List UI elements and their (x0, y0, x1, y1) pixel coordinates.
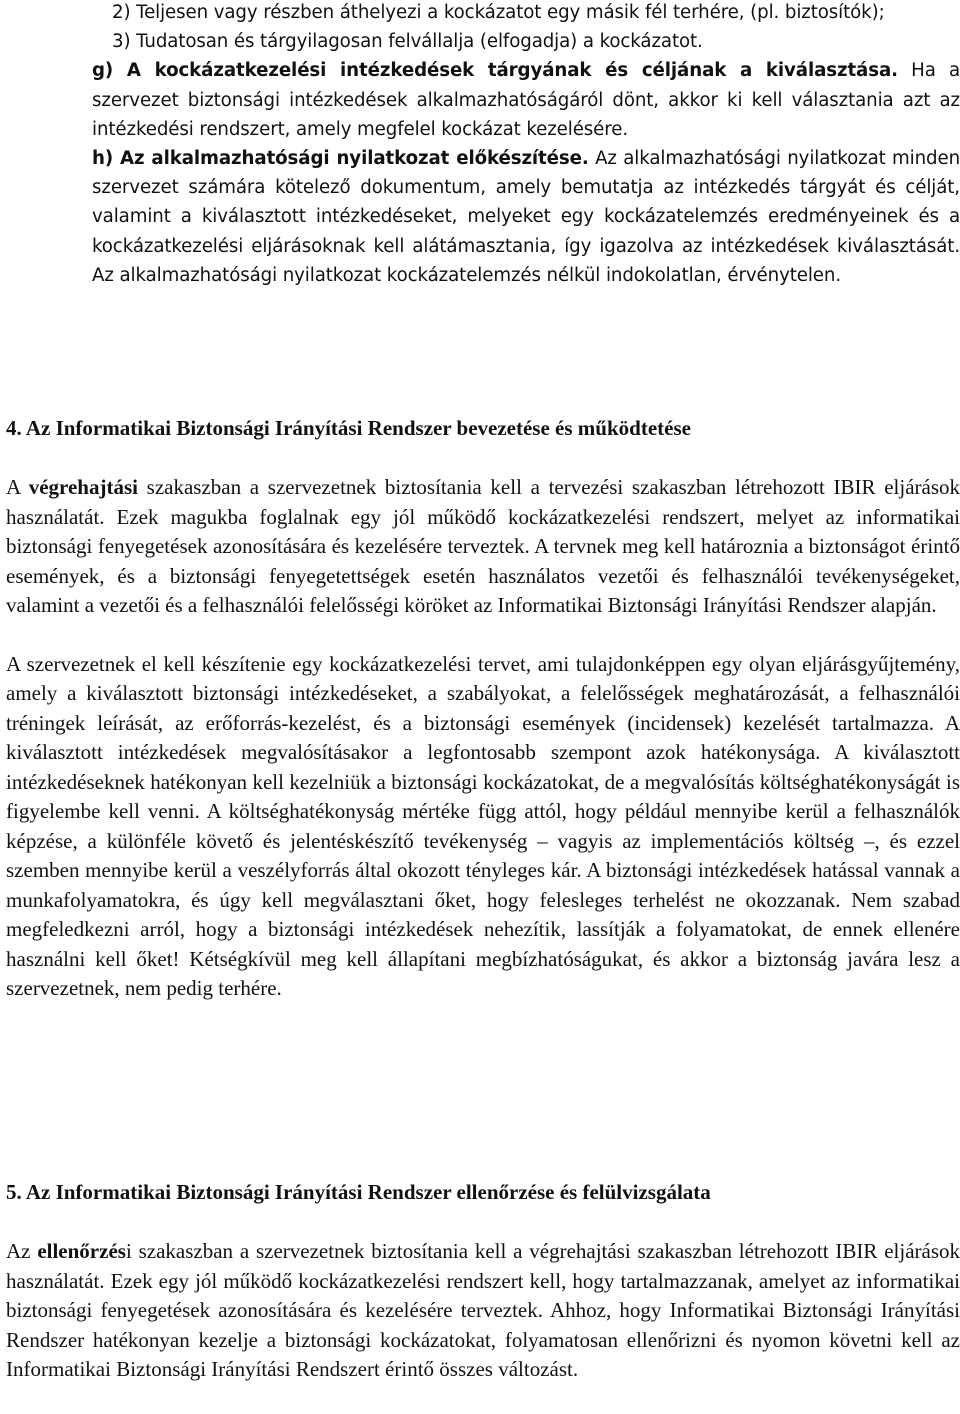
list-item-g (92, 56, 960, 144)
emphasis-ellenorzes: ellenőrzés (37, 1239, 126, 1263)
list-item-3: 3) Tudatosan és tárgyilagosan felvállalja (elfogadja) a kockázatot. (112, 31, 703, 53)
section-5-paragraph-1: Az ellenőrzési szakaszban a szervezetnek biztosítania kell a végrehajtási szakaszban létrehozott IBIR eljárások használatát. Ezek egy jól működő kockázatkezelési rendszert kell, hogy tartalmazzanak, amelyet az informatikai biztonsági fenyegetések azonosítására és kezelésére terveztek. Ahhoz, hogy Informatikai Biztonsági Irányítási Rendszer hatékonyan kezelje a biztonsági kockázatokat, folyamatosan ellenőrizni és nyomon követni kell az Informatikai Biztonsági Irányítási Rendszert érintő összes változást. (6, 1239, 960, 1381)
list-continuation (92, 0, 960, 290)
list-item-2: 2) Teljesen vagy részben áthelyezi a kockázatot egy másik fél terhére, (pl. biztosítók); (112, 2, 885, 23)
emphasis-vegrehajtasi: végrehajtási (28, 475, 138, 499)
section-4-paragraph-2: A szervezetnek el kell készítenie egy kockázatkezelési tervet, ami tulajdonképpen egy olyan eljárásgyűjtemény, amely a kiválasztott biztonsági intézkedéseket, a szabályokat, a felelősségek meghatározását, a felhasználói tréningek leírását, az erőforrás-kezelést, és a biztonsági események (incidensek) kezelését tartalmazza. A kiválasztott intézkedések megvalósításakor a legfontosabb szempont azok hatékonysága. A kiválasztott intézkedéseknek hatékonyan kell kezelniük a biztonsági kockázatokat, de a megvalósítás költséghatékonyságát is figyelembe kell venni. A költséghatékonyság mértéke függ attól, hogy például mennyibe kerül a felhasználók képzése, a különféle követő és jelentéskészítő tevékenység – vagyis az implementációs költség –, és ezzel szemben mennyibe kerül a veszélyforrás által okozott tényleges kár. A biztonsági intézkedések hatással vannak a munkafolyamatokra, és úgy kell megválasztani őket, hogy felesleges terhelést ne okozzanak. Nem szabad megfeledkezni arról, hogy a biztonsági intézkedések nehezítik, lassítják a folyamatokat, de ennek ellenére használni kell őket! Kétségkívül meg kell állapítani megbízhatóságukat, és akkor a biztonság javára lesz a szervezetnek, nem pedig terhére. (6, 651, 960, 1000)
list-item-h-label: h) Az alkalmazhatósági nyilatkozat előkészítése. (92, 148, 589, 170)
section-4-paragraph-1: A végrehajtási szakaszban a szervezetnek biztosítania kell a tervezési szakaszban létrehozott IBIR eljárások használatát. Ezek magukba foglalnak egy jól működő kockázatkezelési rendszert, melyet az informatikai biztonsági fenyegetések azonosítására és kezelésére terveztek. A tervnek meg kell határoznia a biztonságot érintő események, és a biztonsági fenyegetettségek esetén használatos vezetői és felhasználói tevékenységeket, valamint a vezetői és a felhasználói felelősségi köröket az Informatikai Biztonsági Irányítási Rendszer alapján. (6, 475, 960, 617)
section-4 (6, 414, 960, 1004)
list-item-h (92, 144, 960, 290)
list-item-g-text: Ha a szervezet biztonsági intézkedések alkalmazhatóságáról dönt, akkor ki kell választania azt az intézkedési rendszert, amely megfelel kockázat kezelésére. (92, 60, 960, 140)
list-item-g-label: g) A kockázatkezelési intézkedések tárgyának és céljának a kiválasztása. (92, 60, 898, 82)
section-5-heading: 5. Az Informatikai Biztonsági Irányítási Rendszer ellenőrzése és felülvizsgálata (6, 1180, 711, 1204)
section-5 (6, 1178, 960, 1385)
section-4-heading: 4. Az Informatikai Biztonsági Irányítási Rendszer bevezetése és működtetése (6, 416, 691, 440)
list-item-h-text: Az alkalmazhatósági nyilatkozat minden szervezet számára kötelező dokumentum, amely bemutatja az intézkedés tárgyát és célját, valamint a kiválasztott intézkedéseket, melyeket egy kockázatelemzés eredményeinek és a kockázatkezelési eljárásoknak kell alátámasztania, így igazolva az intézkedések kiválasztását. Az alkalmazhatósági nyilatkozat kockázatelemzés nélkül indokolatlan, érvénytelen. (92, 148, 960, 286)
